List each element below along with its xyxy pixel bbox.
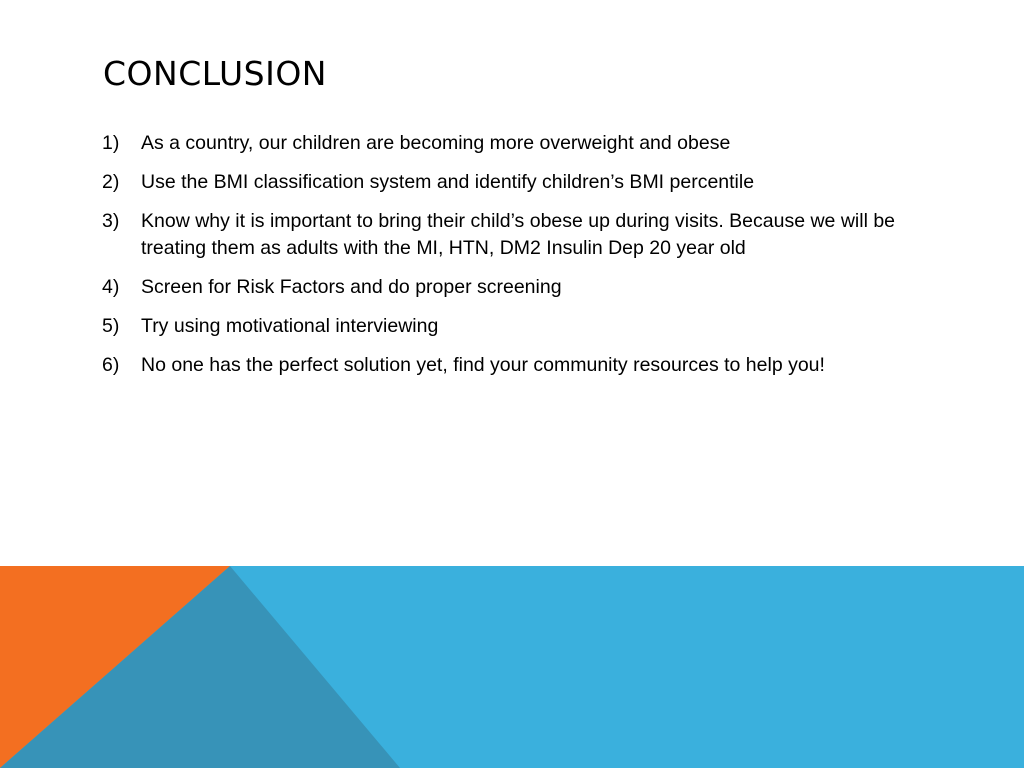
list-item-text: No one has the perfect solution yet, find your community resources to help you! xyxy=(141,354,825,376)
slide-title: CONCLUSION xyxy=(103,54,327,93)
list-item xyxy=(102,352,932,379)
list-item xyxy=(102,274,932,301)
list-item xyxy=(102,130,932,157)
conclusion-list xyxy=(102,130,932,391)
list-item-text: Try using motivational interviewing xyxy=(141,315,439,337)
footer-decoration xyxy=(0,566,1024,768)
list-item-number: 1) xyxy=(102,132,120,154)
list-item-number: 3) xyxy=(102,210,120,232)
list-item xyxy=(102,208,932,262)
list-item-text: Screen for Risk Factors and do proper screening xyxy=(141,276,562,298)
list-item-number: 4) xyxy=(102,276,120,298)
list-item-text: As a country, our children are becoming more overweight and obese xyxy=(141,132,731,154)
list-item-number: 6) xyxy=(102,354,120,376)
list-item-number: 5) xyxy=(102,315,120,337)
list-item-text: Use the BMI classification system and identify children’s BMI percentile xyxy=(141,171,755,193)
list-item-text: Know why it is important to bring their child’s obese up during visits. Because we will be treating them as adults with the MI, HTN, DM2 Insulin Dep 20 year old xyxy=(141,210,896,259)
list-item-number: 2) xyxy=(102,171,120,193)
list-item xyxy=(102,313,932,340)
list-item xyxy=(102,169,932,196)
